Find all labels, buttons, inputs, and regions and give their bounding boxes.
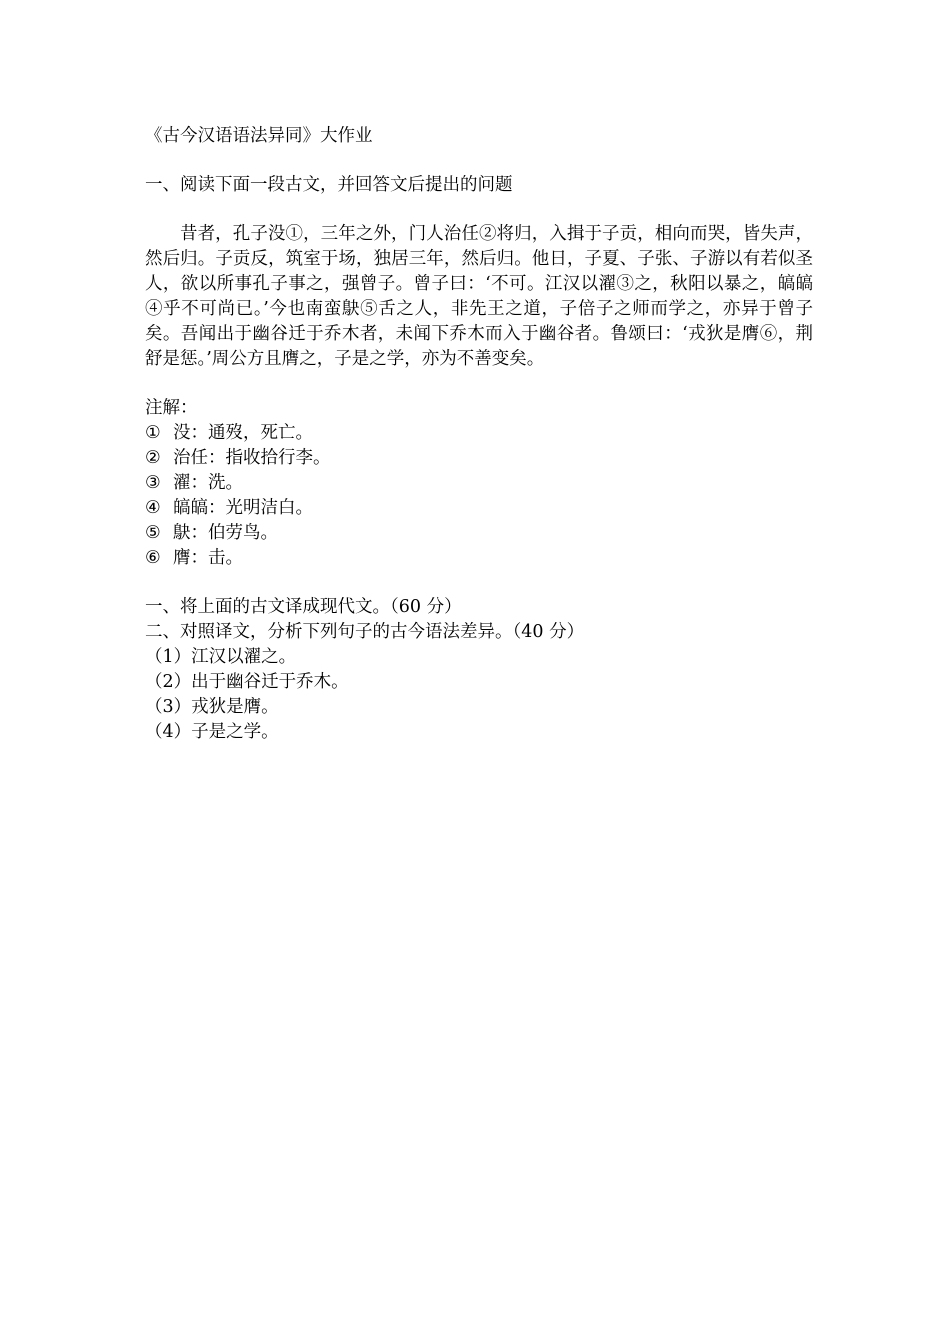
sub-item-1: （1）江汉以濯之。 — [145, 647, 297, 667]
sub-item-3: （3）戎狄是膺。 — [145, 697, 279, 717]
note-number: ③ — [145, 473, 161, 493]
question-2: 二、对照译文，分析下列句子的古今语法差异。（40 分） — [145, 622, 585, 642]
note-number: ⑤ — [145, 523, 161, 543]
note-item — [145, 421, 813, 446]
section-heading: 一、阅读下面一段古文，并回答文后提出的问题 — [145, 175, 513, 195]
classical-passage: 昔者，孔子没①，三年之外，门人治任②将归，入揖于子贡，相向而哭，皆失声，然后归。子贡反，筑室于场，独居三年，然后归。他日，子夏、子张、子游以有若似圣人，欲以所事孔子事之，强曾子。曾子曰：‘不可。江汉以濯③之，秋阳以暴之，皜皜④乎不可尚已。’今也南蛮鴃⑤舌之人，非先王之道，子倍子之师而学之，亦异于曾子矣。吾闻出于幽谷迁于乔木者，未闻下乔木而入于幽谷者。鲁颂曰：‘戎狄是膺⑥，荆舒是惩。’周公方且膺之，子是之学，亦为不善变矣。 — [145, 224, 813, 369]
note-number: ⑥ — [145, 548, 161, 568]
document-content — [145, 124, 813, 745]
notes-label: 注解： — [145, 398, 198, 418]
note-item — [145, 471, 813, 496]
note-number: ④ — [145, 498, 161, 518]
note-number: ② — [145, 448, 161, 468]
note-item — [145, 496, 813, 521]
note-text: 膺：击。 — [173, 548, 243, 568]
note-text: 治任：指收拾行李。 — [173, 448, 331, 468]
question-1: 一、将上面的古文译成现代文。（60 分） — [145, 597, 462, 617]
note-text: 鴃：伯劳鸟。 — [173, 523, 278, 543]
note-text: 濯：洗。 — [173, 473, 243, 493]
note-text: 没：通歿，死亡。 — [173, 423, 313, 443]
note-item — [145, 446, 813, 471]
note-item — [145, 546, 813, 571]
sub-item-4: （4）子是之学。 — [145, 722, 279, 742]
document-title: 《古今汉语语法异同》大作业 — [145, 126, 373, 146]
sub-item-2: （2）出于幽谷迁于乔木。 — [145, 672, 349, 692]
note-text: 皜皜：光明洁白。 — [173, 498, 313, 518]
note-item — [145, 521, 813, 546]
spacer — [145, 571, 813, 595]
note-number: ① — [145, 423, 161, 443]
